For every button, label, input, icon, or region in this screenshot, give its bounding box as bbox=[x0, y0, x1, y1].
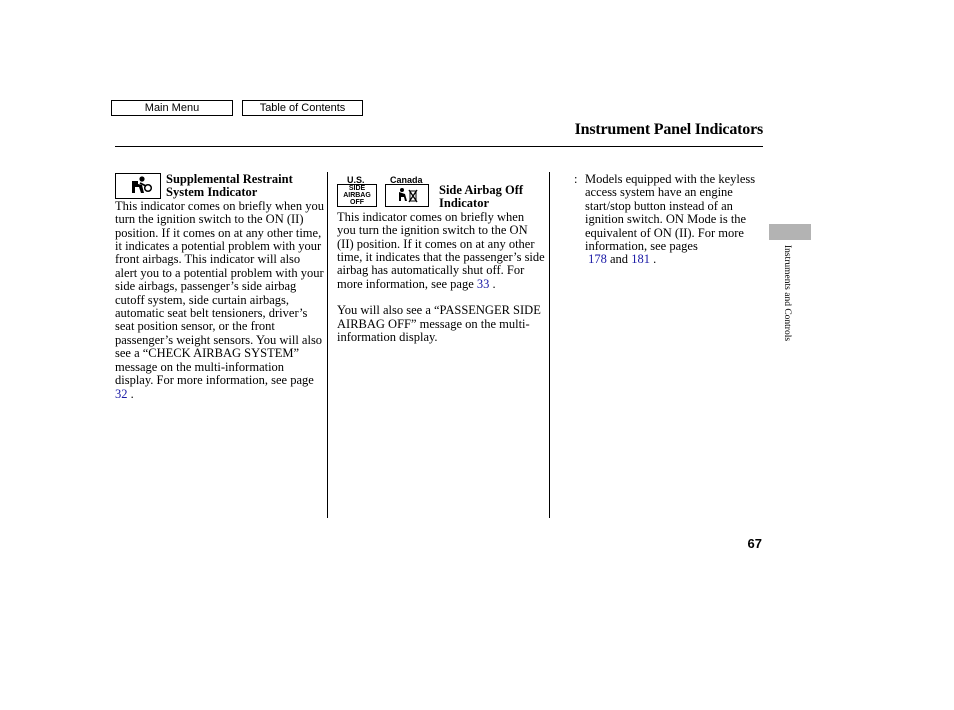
side-airbag-heading-line1: Side Airbag Off bbox=[439, 183, 524, 197]
main-menu-button[interactable]: Main Menu bbox=[111, 100, 233, 116]
side-airbag-body: This indicator comes on briefly when you turn the ignition switch to the ON (II) position. If it comes on at any other time, it indicates that the passenger’s side airbag has automatically shut off. For more information, see page 33 . bbox=[337, 209, 545, 291]
title-rule bbox=[115, 146, 763, 147]
column-divider-1 bbox=[327, 172, 328, 518]
page-181-link[interactable]: 181 bbox=[631, 252, 650, 267]
srs-heading-line2: System Indicator bbox=[166, 185, 258, 200]
srs-section bbox=[115, 173, 325, 401]
note-body: Models equipped with the keyless access system have an engine start/stop button instead of an ignition switch. ON Mode is the equivalent of ON (II). For more information, see pages 178 and 181 . bbox=[585, 172, 756, 267]
section-tab bbox=[769, 224, 811, 240]
side-airbag-body2: You will also see a “PASSENGER SIDE AIRBAG OFF” message on the multi-information display. bbox=[337, 303, 541, 345]
note-prefix: : bbox=[574, 172, 578, 186]
page-number: 67 bbox=[747, 536, 762, 551]
side-airbag-off-text-icon: SIDE AIRBAG OFF bbox=[337, 184, 377, 207]
side-airbag-off-symbol-icon bbox=[385, 184, 429, 207]
column-divider-2 bbox=[549, 172, 550, 518]
table-of-contents-button[interactable]: Table of Contents bbox=[242, 100, 363, 116]
canada-label: Canada bbox=[390, 175, 423, 185]
page-178-link[interactable]: 178 bbox=[588, 252, 607, 267]
side-airbag-section bbox=[337, 183, 545, 345]
side-airbag-heading-line2: Indicator bbox=[439, 196, 489, 211]
page-33-link[interactable]: 33 bbox=[476, 276, 490, 291]
section-tab-label: Instruments and Controls bbox=[782, 245, 792, 342]
page-title: Instrument Panel Indicators bbox=[574, 121, 763, 138]
us-label: U.S. bbox=[347, 175, 365, 185]
keyless-note bbox=[574, 173, 766, 267]
srs-body: This indicator comes on briefly when you turn the ignition switch to the ON (II) position. If it comes on at any other time, it indicates a potential problem with your front airbags. This indicator will also alert you to a potential problem with your side airbags, passenger’s side airbag cutoff system, side curtain airbags, automatic seat belt tensioners, driver’s seat position sensor, or the front passenger’s weight sensors. You will also see a “CHECK AIRBAG SYSTEM” message on the multi-information display. For more information, see page 32 . bbox=[115, 198, 324, 401]
airbag-seated-person-icon bbox=[115, 173, 161, 199]
srs-heading-line1: Supplemental Restraint bbox=[166, 172, 293, 186]
page-32-link[interactable]: 32 bbox=[115, 386, 128, 401]
